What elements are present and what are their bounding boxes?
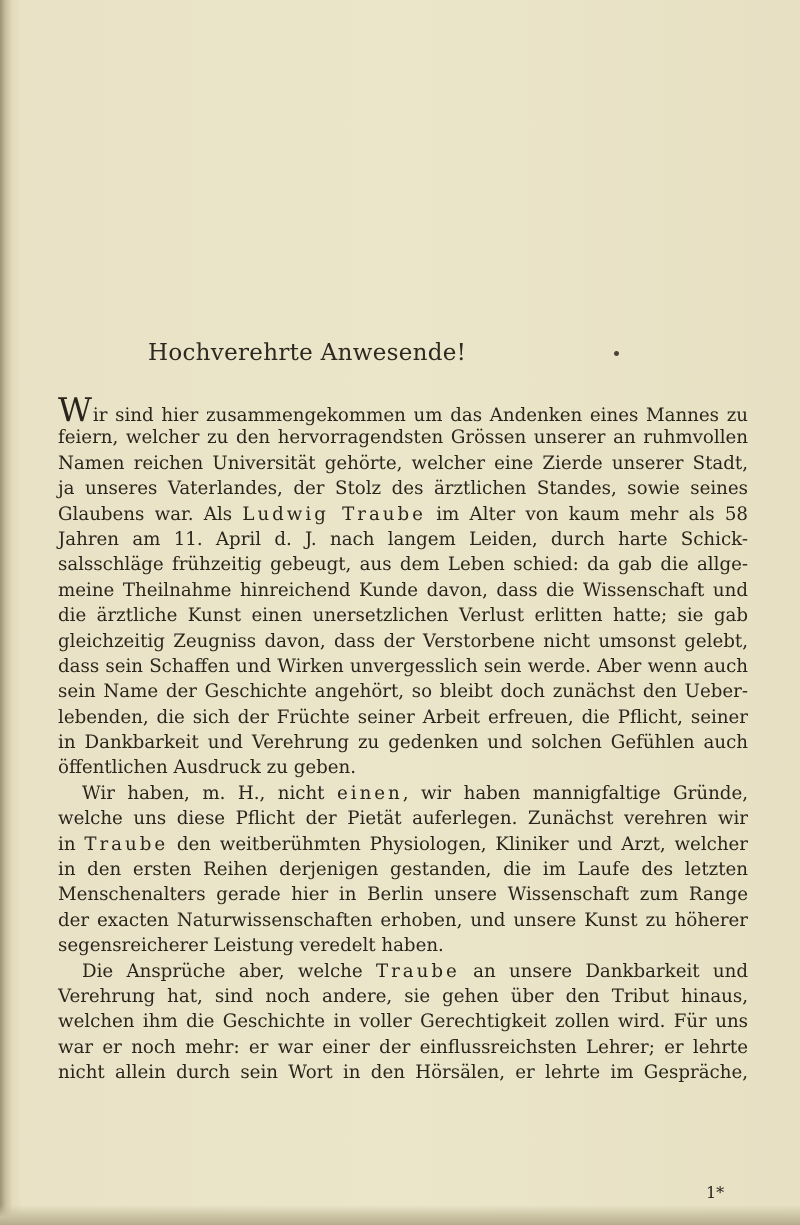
text-run: ir sind hier zusammengekommen um das Andenken eines Mannes zu <box>92 405 748 426</box>
text-line: öffentlichen Ausdruck zu geben. <box>58 757 357 779</box>
text-line: Menschenalters gerade hier in Berlin unsere Wissenschaft zum Range <box>58 884 748 906</box>
person-name: Traube <box>84 833 169 855</box>
salutation-heading: Hochverehrte Anwesende! <box>148 340 467 366</box>
text-line: ja unseres Vaterlandes, der Stolz des ärztlichen Standes, sowie seines <box>58 478 748 500</box>
text-line <box>58 959 748 984</box>
text-line: welche uns diese Pflicht der Pietät auferlegen. Zunächst verehren wir <box>58 808 748 830</box>
text-line: dass sein Schaffen und Wirken unvergesslich sein werde. Aber wenn auch <box>58 655 748 677</box>
emphasis: einen <box>336 782 403 804</box>
text-line: sein Name der Geschichte angehört, so bleibt doch zunächst den Ueber- <box>58 681 748 703</box>
text-line: Verehrung hat, sind noch andere, sie gehen über den Tribut hinaus, <box>58 985 748 1007</box>
text-line <box>58 781 748 806</box>
text-line: feiern, welcher zu den hervorragendsten Grössen unserer an ruhmvollen <box>58 427 748 449</box>
text-line: in den ersten Reihen derjenigen gestanden, die im Laufe des letzten <box>58 859 748 881</box>
text-line: meine Theilnahme hinreichend Kunde davon, dass die Wissenschaft und <box>58 579 748 601</box>
text-line: nicht allein durch sein Wort in den Hörsälen, er lehrte im Gespräche, <box>58 1062 748 1084</box>
text-run: , wir haben mannigfaltige Gründe, <box>402 782 748 804</box>
text-run: im Alter von kaum mehr als 58 <box>425 503 748 525</box>
body-text <box>58 390 748 1086</box>
text-line: der exacten Naturwissenschaften erhoben, und unsere Kunst zu höherer <box>58 909 748 931</box>
drop-cap: W <box>58 390 92 429</box>
text-run: den weitberühmten Physiologen, Kliniker und Arzt, welcher <box>168 833 748 855</box>
text-run: Die Ansprüche aber, welche <box>82 960 376 982</box>
page-bottom-edge <box>0 1205 800 1225</box>
text-line <box>58 832 748 857</box>
text-line: in Dankbarkeit und Verehrung zu gedenken und solchen Gefühlen auch <box>58 732 748 754</box>
text-line: lebenden, die sich der Früchte seiner Arbeit erfreuen, die Pflicht, seiner <box>58 706 748 728</box>
person-name: Traube <box>375 960 460 982</box>
text-line: Namen reichen Universität gehörte, welcher eine Zierde unserer Stadt, <box>58 452 748 474</box>
text-line: salsschläge frühzeitig gebeugt, aus dem Leben schied: da gab die allge- <box>58 554 748 576</box>
person-name: Ludwig Traube <box>242 503 426 525</box>
text-line <box>58 390 748 429</box>
text-run: in <box>58 833 85 855</box>
text-line: die ärztliche Kunst einen unersetzlichen Verlust erlitten hatte; sie gab <box>58 605 748 627</box>
text-line: war er noch mehr: er war einer der einflussreichsten Lehrer; er lehrte <box>58 1036 748 1058</box>
text-run: Glaubens war. Als <box>58 503 243 525</box>
text-line: welchen ihm die Geschichte in voller Gerechtigkeit zollen wird. Für uns <box>58 1011 748 1033</box>
book-spine-shadow <box>0 0 12 1225</box>
page-number: 1* <box>706 1183 725 1202</box>
text-run: an unsere Dankbarkeit und <box>459 960 748 982</box>
text-line <box>58 502 748 527</box>
text-line: Jahren am 11. April d. J. nach langem Leiden, durch harte Schick- <box>58 528 748 550</box>
text-line: gleichzeitig Zeugniss davon, dass der Verstorbene nicht umsonst gelebt, <box>58 630 748 652</box>
text-line: segensreicherer Leistung veredelt haben. <box>58 935 444 957</box>
text-run: Wir haben, m. H., nicht <box>82 782 337 804</box>
print-speck <box>614 351 619 356</box>
